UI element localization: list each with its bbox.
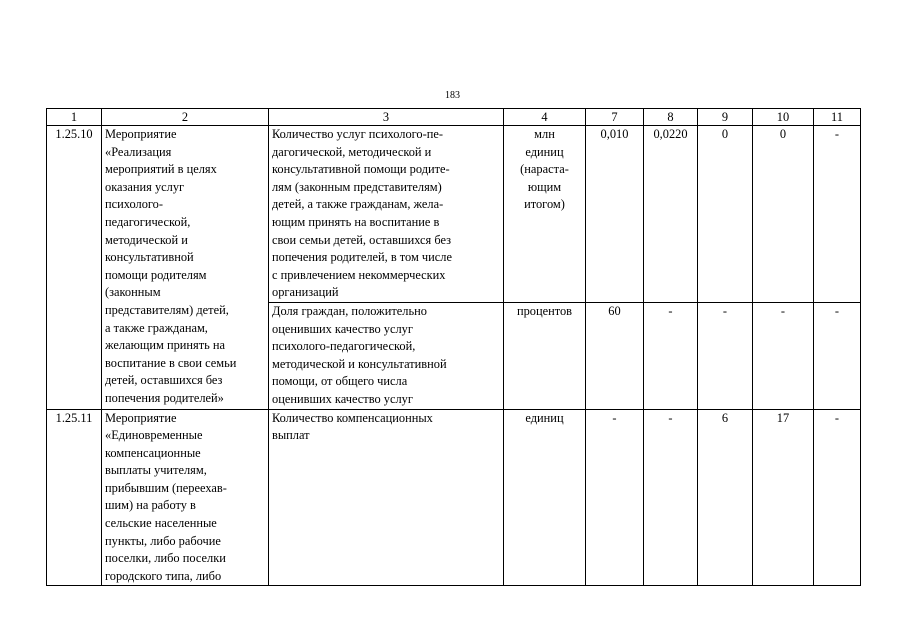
column-header: 3 <box>269 109 504 126</box>
column-header: 8 <box>644 109 698 126</box>
column-header: 10 <box>753 109 814 126</box>
value-col8-cell: - <box>644 409 698 586</box>
column-header: 4 <box>504 109 586 126</box>
unit-cell: млн единиц (нараста- ющим итогом) <box>504 126 586 303</box>
value-col11-cell: - <box>814 302 861 409</box>
column-header: 9 <box>698 109 753 126</box>
value-col8-cell: - <box>644 302 698 409</box>
value-col7-cell: 60 <box>586 302 644 409</box>
item-id-cell: 1.25.10 <box>47 126 102 410</box>
page-number: 183 <box>445 90 460 101</box>
table-row <box>47 126 861 303</box>
value-col8-cell: 0,0220 <box>644 126 698 303</box>
value-col9-cell: - <box>698 302 753 409</box>
column-header: 7 <box>586 109 644 126</box>
value-col7-cell: - <box>586 409 644 586</box>
column-header: 2 <box>102 109 269 126</box>
value-col7-cell: 0,010 <box>586 126 644 303</box>
value-col10-cell: 17 <box>753 409 814 586</box>
table-row <box>47 409 861 586</box>
indicators-table <box>46 108 861 586</box>
value-col11-cell: - <box>814 126 861 303</box>
event-description-cell: Мероприятие «Единовременные компенсационные выплаты учителям, прибывшим (переехав- шим) на работу в сельские населенные пункты, либо рабочие поселки, либо поселки городского типа, либо <box>102 409 269 586</box>
indicator-name-cell: Доля граждан, положительно оценивших качество услуг психолого-педагогической, методической и консультативной помощи, от общего числа оценивших качество услуг <box>269 302 504 409</box>
unit-cell: процентов <box>504 302 586 409</box>
value-col10-cell: 0 <box>753 126 814 303</box>
indicator-name-cell: Количество компенсационных выплат <box>269 409 504 586</box>
value-col9-cell: 0 <box>698 126 753 303</box>
value-col11-cell: - <box>814 409 861 586</box>
column-header: 1 <box>47 109 102 126</box>
unit-cell: единиц <box>504 409 586 586</box>
value-col10-cell: - <box>753 302 814 409</box>
value-col9-cell: 6 <box>698 409 753 586</box>
event-description-cell: Мероприятие «Реализация мероприятий в целях оказания услуг психолого- педагогической, методической и консультативной помощи родителям (законным представителям) детей, а также гражданам, желающим принять на воспитание в свои семьи детей, оставшихся без попечения родителей» <box>102 126 269 410</box>
item-id-cell: 1.25.11 <box>47 409 102 586</box>
indicator-name-cell: Количество услуг психолого-пе- дагогической, методической и консультативной помощи родите- лям (законным представителям) детей, а также гражданам, жела- ющим принять на воспитание в свои семьи детей, оставшихся без попечения родителей, в том числе с привлечением некоммерческих организаций <box>269 126 504 303</box>
column-header: 11 <box>814 109 861 126</box>
column-number-header-row <box>47 109 861 126</box>
